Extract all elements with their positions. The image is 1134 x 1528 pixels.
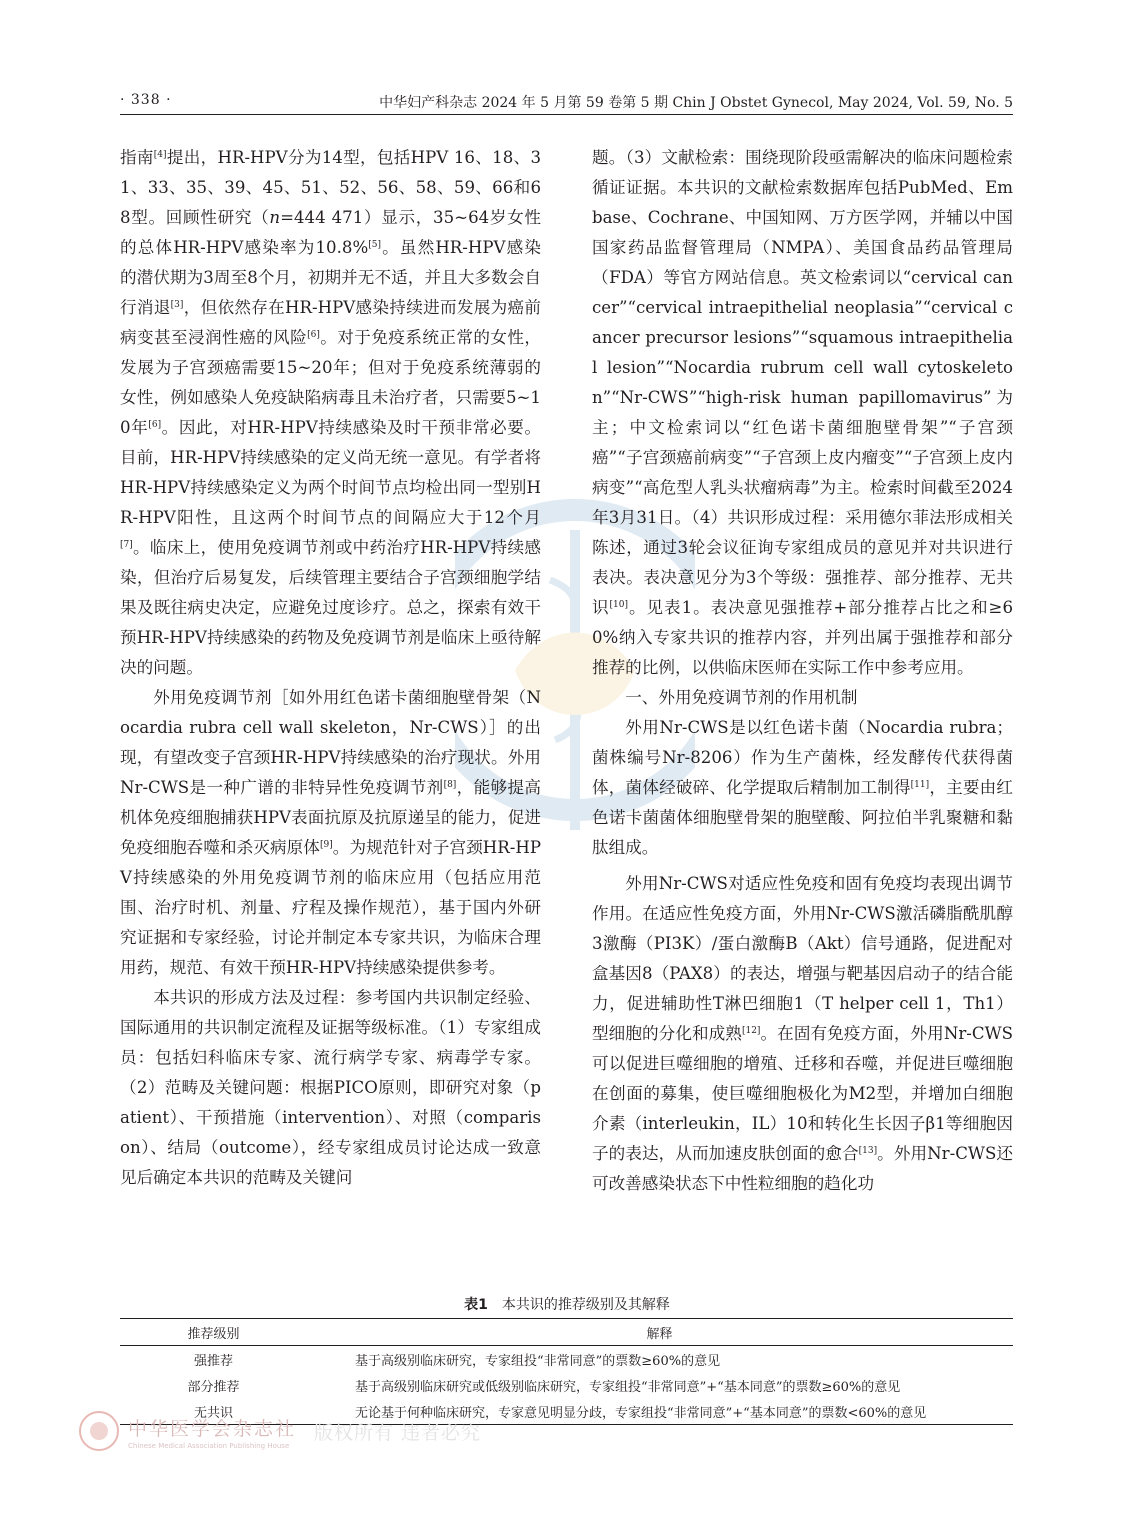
italic-text: n: [269, 208, 281, 227]
citation-ref: [11]: [910, 780, 930, 790]
paragraph: [592, 713, 1013, 863]
text-run: ，主要由红色诺卡菌菌体细胞壁骨架的胞壁酸、阿拉伯半乳聚糖和黏肽组成。: [592, 778, 1014, 857]
text-run: 外用Nr-CWS是以红色诺卡菌（Nocardia rubra；菌株编号Nr-8206）作为生产菌株，经发酵传代获得菌体，菌体经破碎、化学提取后精制加工制得: [592, 718, 1013, 797]
journal-citation: 中华妇产科杂志 2024 年 5 月第 59 卷第 5 期 Chin J Obstet Gynecol, May 2024, Vol. 59, No. 5: [379, 95, 1013, 111]
text-run: 外用Nr-CWS对适应性免疫和固有免疫均表现出调节作用。在适应性免疫方面，外用Nr-CWS激活磷脂酰肌醇3激酶（PI3K）/蛋白激酶B（Akt）信号通路，促进配对盒基因8（PAX8）的表达，增强与靶基因启动子的结合能力，促进辅助性T淋巴细胞1（T helper cell 1，Th1）型细胞的分化和成熟: [592, 874, 1013, 1043]
column-header: 推荐级别: [120, 1319, 307, 1346]
text-run: 。见表1。表决意见强推荐+部分推荐占比之和≥60%纳入专家共识的推荐内容，并列出属于强推荐和部分推荐的比例，以供临床医师在实际工作中参考应用。: [592, 598, 1014, 677]
text-run: 外用免疫调节剂［如外用红色诺卡菌细胞壁骨架（Nocardia rubra cell wall skeleton，Nr-CWS）］的出现，有望改变子宫颈HR-HPV持续感染的治疗现状。外用Nr-CWS是一种广谱的非特异性免疫调节剂: [120, 688, 541, 797]
text-run: 。外用Nr-CWS还可改善感染状态下中性粒细胞的趋化功: [592, 1144, 1013, 1193]
text-run: 。虽然HR-HPV感染的潜伏期为3周至8个月，初期并无不适，并且大多数会自行消退: [120, 238, 541, 317]
text-run: 题。（3）文献检索：围绕现阶段亟需解决的临床问题检索循证证据。本共识的文献检索数据库包括PubMed、Embase、Cochrane、中国知网、万方医学网，并辅以中国国家药品监督管理局（NMPA）、美国食品药品管理局（FDA）等官方网站信息。英文检索词以“cervical cancer”“cervical intraepithelial neoplasia”“cervical cancer precursor lesions”“squamous intraepithelial lesion”“Nocardia rubrum cell wall cytoskeleton”“Nr-CWS”“high-risk human papillomavirus”为主；中文检索词以“红色诺卡菌细胞壁骨架”“子宫颈癌”“子宫颈癌前病变”“子宫颈上皮内瘤变”“子宫颈上皮内病变”“高危型人乳头状瘤病毒”为主。检索时间截至2024年3月31日。（4）共识形成过程：采用德尔菲法形成相关陈述，通过3轮会议征询专家组成员的意见并对共识进行表决。表决意见分为3个等级：强推荐、部分推荐、无共识: [592, 148, 1013, 617]
text-run: =444 471）显示，35~64岁女性的总体HR-HPV感染率为10.8%: [120, 208, 542, 257]
table-cell: 无论基于何种临床研究，专家意见明显分歧，专家组投“非常同意”+“基本同意”的票数<60%的意见: [307, 1398, 1013, 1425]
text-run: 本共识的形成方法及过程：参考国内共识制定经验、国际通用的共识制定流程及证据等级标准。（1）专家组成员：包括妇科临床专家、流行病学专家、病毒学专家。（2）范畴及关键问题：根据PICO原则，即研究对象（patient）、干预措施（intervention）、对照（comparison）、结局（outcome），经专家组成员讨论达成一致意见后确定本共识的范畴及关键问: [120, 988, 541, 1187]
table-cell: 基于高级别临床研究或低级别临床研究，专家组投“非常同意”+“基本同意”的票数≥60%的意见: [355, 1379, 901, 1395]
text-run: 一、外用免疫调节剂的作用机制: [625, 688, 858, 707]
citation-ref: [9]: [319, 840, 333, 850]
publisher-seal-icon: [78, 1410, 120, 1452]
paragraph: [592, 869, 1013, 1199]
paragraph: [592, 143, 1013, 683]
text-run: 。在固有免疫方面，外用Nr-CWS可以促进巨噬细胞的增殖、迁移和吞噬，并促进巨噬细胞在创面的募集，使巨噬细胞极化为M2型，并增加白细胞介素（interleukin，IL）10和转化生长因子β1等细胞因子的表达，从而加速皮肤创面的愈合: [592, 1024, 1013, 1163]
citation-ref: [7]: [120, 540, 133, 550]
citation-ref: [6]: [307, 330, 320, 340]
publisher-name-en: Chinese Medical Association Publishing House: [128, 1442, 290, 1450]
table-cell: 基于高级别临床研究，专家组投“非常同意”的票数≥60%的意见: [355, 1353, 721, 1369]
table-number: 表1: [464, 1297, 488, 1313]
paragraph: [120, 983, 541, 1193]
publisher-name: 中华医学会杂志社: [128, 1418, 297, 1440]
text-run: 。因此，对HR-HPV持续感染及时干预非常必要。目前，HR-HPV持续感染的定义尚无统一意见。有学者将HR-HPV持续感染定义为两个时间节点均检出同一型别HR-HPV阳性，且这两个时间节点的间隔应大于12个月: [120, 418, 541, 527]
table-row: [120, 1346, 1013, 1373]
text-run: ，能够提高机体免疫细胞捕获HPV表面抗原及抗原递呈的能力，促进免疫细胞吞噬和杀灭病原体: [120, 778, 541, 857]
recommendation-table: [120, 1318, 1013, 1425]
paragraph: [120, 143, 541, 683]
table-row: [120, 1372, 1013, 1398]
citation-ref: [10]: [609, 600, 629, 610]
table-title: 本共识的推荐级别及其解释: [501, 1297, 670, 1313]
citation-ref: [8]: [443, 780, 457, 790]
text-run: 指南: [120, 148, 154, 167]
table-cell: 部分推荐: [187, 1379, 240, 1395]
citation-ref: [6]: [148, 420, 162, 430]
table-cell: 强推荐: [193, 1353, 233, 1369]
table-caption: [0, 1294, 1134, 1314]
citation-ref: [12]: [741, 1026, 761, 1036]
table-header-row: [120, 1319, 1013, 1346]
text-run: 。为规范针对子宫颈HR-HPV持续感染的外用免疫调节剂的临床应用（包括应用范围、治疗时机、剂量、疗程及操作规范），基于国内外研究证据和专家经验，讨论并制定本专家共识，为临床合理用药，规范、有效干预HR-HPV持续感染提供参考。: [120, 838, 541, 977]
right-column: [592, 143, 1013, 1199]
text-run: 提出，HR-HPV分为14型，包括HPV 16、18、31、33、35、39、45、51、52、56、58、59、66和68型。回顾性研究（: [120, 148, 541, 227]
paragraph: [592, 683, 1013, 713]
left-column: [120, 143, 541, 1193]
text-run: 。对于免疫系统正常的女性，发展为子宫颈癌需要15~20年；但对于免疫系统薄弱的女性，例如感染人免疫缺陷病毒且未治疗者，只需要5~10年: [120, 328, 542, 437]
publisher-watermark: [128, 1414, 296, 1450]
table-cell: 无共识: [120, 1398, 307, 1425]
text-run: ，但依然存在HR-HPV感染持续进而发展为癌前病变甚至浸润性癌的风险: [120, 298, 541, 347]
citation-ref: [3]: [170, 300, 184, 310]
column-header: 解释: [307, 1319, 1013, 1346]
running-header: [120, 92, 1013, 115]
paragraph: [120, 683, 541, 983]
citation-ref: [5]: [368, 240, 381, 250]
text-run: 。临床上，使用免疫调节剂或中药治疗HR-HPV持续感染，但治疗后易复发，后续管理主要结合子宫颈细胞学结果及既往病史决定，应避免过度诊疗。总之，探索有效干预HR-HPV持续感染的药物及免疫调节剂是临床上亟待解决的问题。: [120, 538, 541, 677]
copyright-watermark: 版权所有 违者必究: [314, 1422, 482, 1444]
citation-ref: [13]: [858, 1146, 878, 1156]
citation-ref: [4]: [153, 150, 167, 160]
page-number: · 338 ·: [120, 92, 172, 108]
